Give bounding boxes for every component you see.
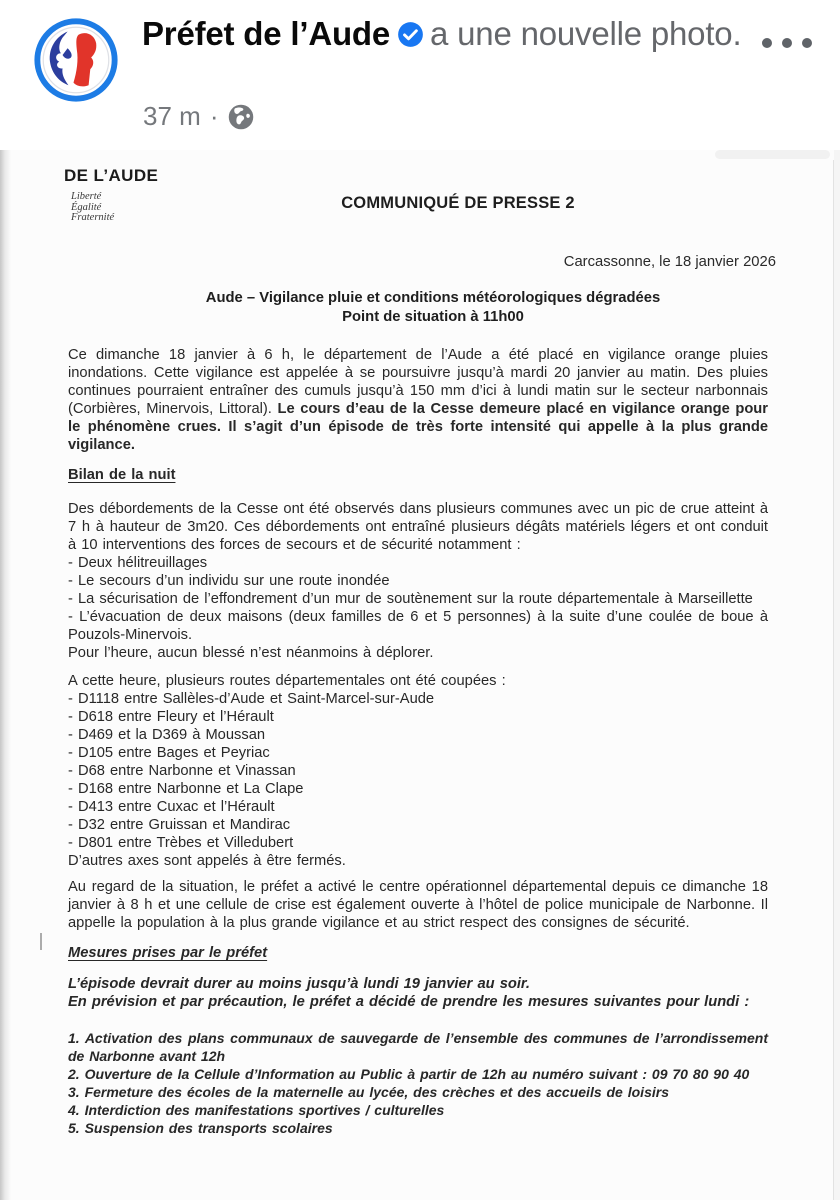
road-item: - D68 entre Narbonne et Vinassan (68, 763, 296, 779)
dot (782, 38, 792, 48)
motto-line: Égalité (71, 201, 102, 213)
road-item: - D32 entre Gruissan et Mandirac (68, 817, 291, 833)
post-action-text: a une nouvelle photo. (430, 15, 742, 52)
bilan-item: Pour l’heure, aucun blessé n’est néanmoins à déplorer. (68, 645, 434, 661)
bilan-item: - La sécurisation de l’effondrement d’un mur de soutènement sur la route départementale à Marseillette (68, 591, 753, 607)
road-item: - D1118 entre Sallèles-d’Aude et Saint-Marcel-sur-Aude (68, 691, 435, 707)
bilan-item: - Le secours d’un individu sur une route inondée (68, 573, 390, 589)
marianne-logo-icon (34, 18, 118, 102)
measure-item: 2. Ouverture de la Cellule d’Information au Public à partir de 12h au numéro suivant : 09 70 80 90 40 (68, 1066, 750, 1082)
post-title (142, 12, 742, 56)
document-header (64, 150, 776, 346)
roads-outro: D’autres axes sont appelés à être fermés. (68, 853, 346, 869)
prefecture-logo (64, 166, 158, 224)
intro-text: Ce dimanche 18 janvier à 6 h, le département de l’Aude a été placé en vigilance orange pluies inondations. Cette vigilance est appelée à se poursuivre jusqu’à mardi 20 janvier au matin. Des pluies continues pourraient entraîner des cumuls jusqu’à 150 mm d’ici à lundi matin sur le secteur narbonnais (Corbières, Minervois, Littoral). (68, 347, 768, 417)
photo-right-edge (833, 160, 834, 1200)
verified-badge-icon (397, 15, 424, 42)
dot-separator: · (209, 101, 219, 131)
communique-title: COMMUNIQUÉ DE PRESSE 2 (341, 194, 575, 212)
mesures-intro (68, 975, 768, 1011)
bilan-item: - L’évacuation de deux maisons (deux familles de 6 et 5 personnes) à la suite d’une coulée de boue à Pouzols-Minervois. (68, 609, 768, 643)
road-item: - D469 et la D369 à Moussan (68, 727, 266, 743)
logo-title: DE L’AUDE (64, 166, 159, 185)
dateline: Carcassonne, le 18 janvier 2026 (563, 254, 776, 270)
intro-paragraph (68, 346, 768, 454)
mesures-intro-line-2: En prévision et par précaution, le préfet a décidé de prendre les mesures suivantes pour lundi : (68, 994, 750, 1010)
post-photo[interactable] (0, 150, 840, 1200)
motto-line: Fraternité (71, 212, 115, 223)
bilan-paragraph: Des débordements de la Cesse ont été observés dans plusieurs communes avec un pic de crue atteint à 7 h à hauteur de 3m20. Ces débordements ont entraîné plusieurs dégâts matériels légers et ont conduit à 10 interventions des forces de secours et de sécurité notamment : (68, 501, 768, 553)
photo-artifact (40, 933, 42, 950)
post-header (0, 0, 840, 150)
dot (762, 38, 772, 48)
closing-paragraph: Au regard de la situation, le préfet a activé le centre opérationnel départemental depuis ce dimanche 18 janvier à 8 h et une cellule de crise est également ouverte à l’hôtel de police municipale de Narbonne. Il appelle la population à la plus grande vigilance et au strict respect des consignes de sécurité. (68, 879, 768, 931)
document-subject (98, 289, 768, 327)
timestamp[interactable]: 37 m (143, 101, 201, 131)
press-release-document (64, 150, 776, 1137)
subject-line-2: Point de situation à 11h00 (342, 309, 524, 325)
road-item: - D105 entre Bages et Peyriac (68, 745, 270, 761)
subject-line-1: Aude – Vigilance pluie et conditions météorologiques dégradées (205, 290, 661, 306)
road-item: - D413 entre Cuxac et l’Hérault (68, 799, 275, 815)
section-heading-mesures: Mesures prises par le préfet (68, 945, 268, 961)
photo-right-strip (834, 150, 840, 1200)
dot (802, 38, 812, 48)
measure-item: 5. Suspension des transports scolaires (68, 1120, 333, 1136)
photo-left-edge (0, 150, 11, 1200)
motto-line: Liberté (71, 191, 102, 202)
timestamp-row[interactable] (143, 101, 255, 132)
measure-item: 1. Activation des plans communaux de sauvegarde de l’ensemble des communes de l’arrondissement de Narbonne avant 12h (68, 1030, 768, 1064)
road-item: - D801 entre Trèbes et Villedubert (68, 835, 294, 851)
logo-motto (64, 192, 158, 224)
roads-block (68, 672, 768, 870)
public-globe-icon (227, 103, 255, 131)
avatar[interactable] (34, 18, 118, 102)
author-name[interactable]: Préfet de l’Aude (142, 15, 391, 52)
roads-intro: A cette heure, plusieurs routes départementales ont été coupées : (68, 673, 506, 689)
document-body (68, 346, 768, 1137)
intro-bold-text: Le cours d’eau de la Cesse demeure placé en vigilance orange pour le phénomène crues. Il s’agit d’un épisode de très forte intensité qui appelle à la plus grande vigilance. (68, 401, 768, 453)
section-heading-bilan: Bilan de la nuit (68, 467, 176, 483)
more-options-icon[interactable] (762, 33, 822, 53)
mesures-intro-line-1: L’épisode devrait durer au moins jusqu’à lundi 19 janvier au soir. (68, 976, 530, 992)
road-item: - D618 entre Fleury et l’Hérault (68, 709, 274, 725)
measures-list (68, 1029, 768, 1137)
measure-item: 3. Fermeture des écoles de la maternelle au lycée, des crèches et des accueils de loisirs (68, 1084, 669, 1100)
measure-item: 4. Interdiction des manifestations sportives / culturelles (68, 1102, 445, 1118)
road-item: - D168 entre Narbonne et La Clape (68, 781, 304, 797)
bilan-item: - Deux hélitreuillages (68, 555, 208, 571)
